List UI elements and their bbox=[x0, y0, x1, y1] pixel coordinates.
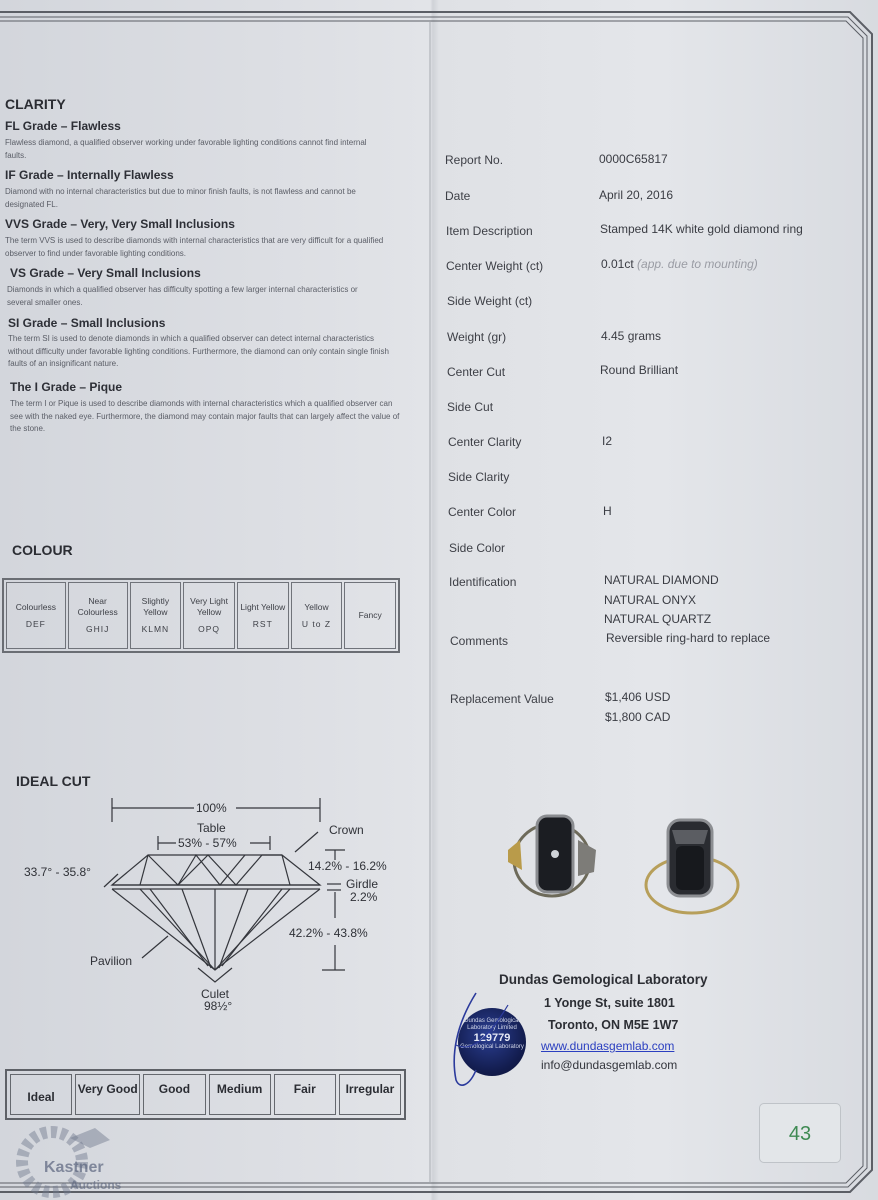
colour-cell: Slightly Yellow KLMN bbox=[130, 582, 182, 649]
cut-grade-cell: Ideal bbox=[10, 1074, 72, 1115]
cut-culet-label: Culet bbox=[201, 987, 230, 1001]
field-label: Center Color bbox=[448, 505, 517, 519]
seal-bottom-text: Gemological Laboratory bbox=[460, 1044, 524, 1050]
cut-crown-angle: 33.7° - 35.8° bbox=[24, 865, 91, 879]
grade-si-desc: The term SI is used to denote diamonds in which a qualified observer can detect internal characteristics without difficulty under favorable lighting conditions. Furthermore, the diamond can only contain single finish faults of an insignificant nature. bbox=[8, 334, 389, 368]
lab-name: Dundas Gemological Laboratory bbox=[499, 972, 708, 987]
colour-title: COLOUR bbox=[12, 542, 73, 558]
field-note: (app. due to mounting) bbox=[637, 257, 758, 271]
grade-vvs-desc: The term VVS is used to describe diamonds with internal characteristics that are very difficult for a qualified observer to find under favorable lighting conditions. bbox=[5, 236, 384, 258]
field-label: Report No. bbox=[445, 153, 504, 167]
cut-table-range: 53% - 57% bbox=[178, 836, 237, 850]
seal-number: 129779 bbox=[473, 1032, 511, 1044]
cut-pavilion-label: Pavilion bbox=[90, 954, 133, 968]
field-value: NATURAL DIAMOND bbox=[604, 573, 719, 587]
page-number: 43 bbox=[759, 1103, 841, 1163]
field-label: Center Cut bbox=[447, 365, 506, 379]
ring-photo bbox=[500, 810, 750, 920]
colour-cell: Near Colourless GHIJ bbox=[68, 582, 128, 649]
colour-cell: Light Yellow RST bbox=[237, 582, 289, 649]
field-value: April 20, 2016 bbox=[599, 188, 674, 202]
field-label: Center Weight (ct) bbox=[446, 259, 544, 273]
seal-top-text: Dundas Gemological Laboratory Limited bbox=[464, 1018, 520, 1031]
field-value: 4.45 grams bbox=[601, 329, 662, 343]
field-label: Date bbox=[445, 189, 471, 203]
field-value: NATURAL ONYX bbox=[604, 593, 697, 607]
cut-grade-table bbox=[5, 1069, 406, 1120]
field-value: Round Brilliant bbox=[600, 363, 679, 377]
grade-fl-desc: Flawless diamond, a qualified observer working under favorable lighting conditions cannot find internal faults. bbox=[5, 138, 367, 160]
field-value: H bbox=[603, 504, 612, 518]
field-value: $1,800 CAD bbox=[605, 710, 671, 724]
field-label: Identification bbox=[449, 575, 517, 589]
field-value: 0000C65817 bbox=[599, 152, 668, 166]
lab-address1: 1 Yonge St, suite 1801 bbox=[544, 996, 675, 1010]
signature-mark bbox=[446, 985, 526, 1095]
lab-address2: Toronto, ON M5E 1W7 bbox=[548, 1018, 679, 1032]
field-value: NATURAL QUARTZ bbox=[604, 612, 712, 626]
cut-crown-height: 14.2% - 16.2% bbox=[308, 859, 387, 873]
colour-cell: Fancy bbox=[344, 582, 396, 649]
cut-grade-cell: Good bbox=[143, 1074, 205, 1115]
clarity-title: CLARITY bbox=[5, 96, 66, 112]
cut-width-label: 100% bbox=[196, 801, 227, 815]
field-label: Replacement Value bbox=[450, 692, 554, 706]
cut-grade-cell: Very Good bbox=[75, 1074, 140, 1115]
field-label: Comments bbox=[450, 634, 509, 648]
colour-scale-table bbox=[2, 578, 400, 653]
grade-if-desc: Diamond with no internal characteristics but due to minor finish faults, is not flawless and cannot be designated FL. bbox=[5, 187, 356, 209]
colour-cell: Colourless DEF bbox=[6, 582, 66, 649]
field-label: Side Color bbox=[449, 541, 506, 555]
colour-cell: Very Light Yellow OPQ bbox=[183, 582, 235, 649]
cut-table-label: Table bbox=[197, 821, 226, 835]
grade-vvs-title: VVS Grade – Very, Very Small Inclusions bbox=[5, 217, 235, 231]
cut-culet-value: 98½° bbox=[204, 999, 233, 1013]
colour-cell: Yellow U to Z bbox=[291, 582, 343, 649]
cut-grade-cell: Irregular bbox=[339, 1074, 401, 1115]
lab-website-link[interactable]: www.dundasgemlab.com bbox=[541, 1039, 675, 1053]
grade-if-title: IF Grade – Internally Flawless bbox=[5, 168, 174, 182]
cut-grade-cell: Medium bbox=[209, 1074, 271, 1115]
ideal-cut-title: IDEAL CUT bbox=[16, 773, 91, 789]
field-label: Side Clarity bbox=[448, 470, 510, 484]
field-value: Reversible ring-hard to replace bbox=[606, 631, 771, 645]
field-value: I2 bbox=[602, 434, 613, 448]
field-label: Center Clarity bbox=[448, 435, 522, 449]
watermark-line1: Kastner bbox=[44, 1159, 104, 1176]
cut-pavilion-depth: 42.2% - 43.8% bbox=[289, 926, 368, 940]
grade-fl-title: FL Grade – Flawless bbox=[5, 119, 121, 133]
grade-vs-desc: Diamonds in which a qualified observer has difficulty spotting a few larger internal characteristics or several smaller ones. bbox=[7, 285, 358, 307]
field-label: Side Cut bbox=[447, 400, 494, 414]
kastner-watermark bbox=[0, 1118, 132, 1200]
cut-grade-cell: Fair bbox=[274, 1074, 336, 1115]
cut-crown-label: Crown bbox=[329, 823, 364, 837]
cut-girdle-label: Girdle bbox=[346, 877, 379, 891]
grade-si-title: SI Grade – Small Inclusions bbox=[8, 316, 166, 330]
field-label: Side Weight (ct) bbox=[447, 294, 533, 308]
field-value: $1,406 USD bbox=[605, 690, 671, 704]
cut-girdle-value: 2.2% bbox=[350, 890, 378, 904]
field-label: Weight (gr) bbox=[447, 330, 507, 344]
grade-i-title: The I Grade – Pique bbox=[10, 380, 123, 394]
field-value: 0.01ct (app. due to mounting) bbox=[601, 257, 758, 271]
field-label: Item Description bbox=[446, 224, 533, 238]
grade-vs-title: VS Grade – Very Small Inclusions bbox=[10, 266, 201, 280]
lab-email: info@dundasgemlab.com bbox=[541, 1058, 678, 1072]
watermark-line2: Auctions bbox=[70, 1178, 122, 1192]
grade-i-desc: The term I or Pique is used to describe diamonds with internal characteristics which a qualified observer can see with the naked eye. Furthermore, the diamond may contain major faults that can largely affect the value of the stone. bbox=[10, 399, 400, 433]
field-value: Stamped 14K white gold diamond ring bbox=[600, 222, 803, 236]
